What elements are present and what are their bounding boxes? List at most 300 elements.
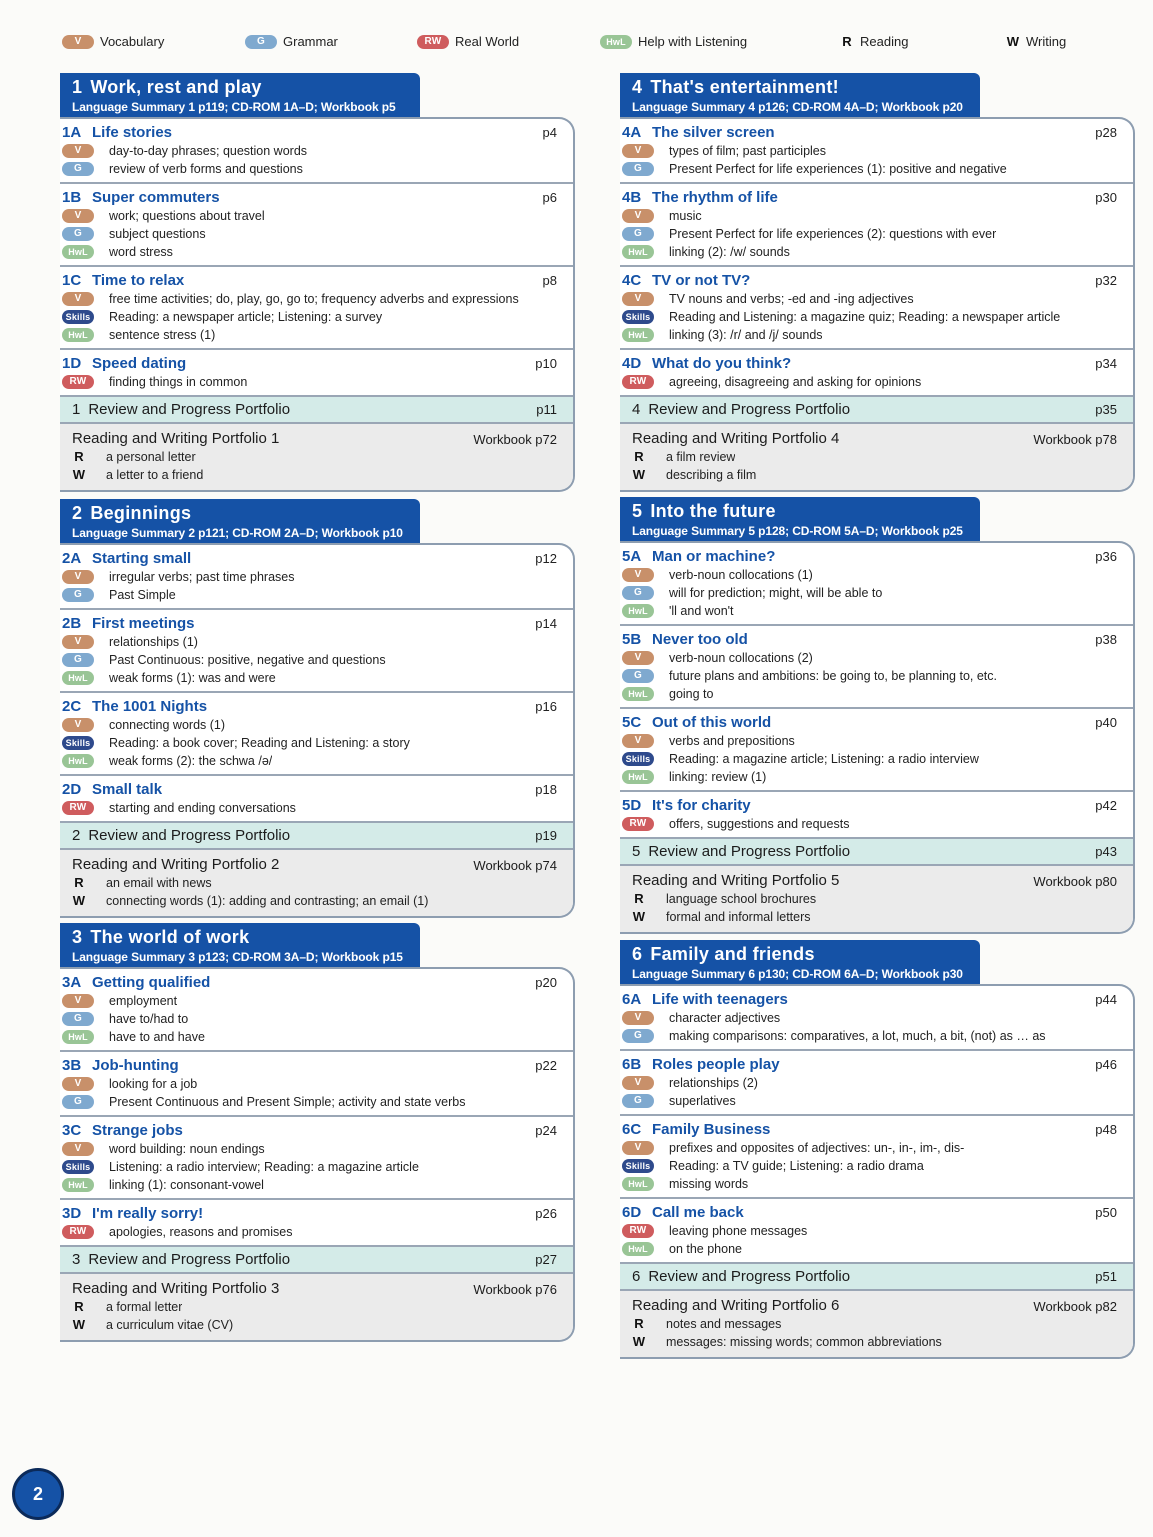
real-world-tag-icon: RW bbox=[622, 817, 654, 831]
unit-summary: Language Summary 4 p126; CD-ROM 4A–D; Workbook p20 bbox=[632, 100, 963, 114]
lesson-row bbox=[622, 1074, 1133, 1092]
vocabulary-tag-icon: V bbox=[622, 1076, 654, 1090]
lesson-row bbox=[62, 160, 573, 178]
review-page-number: p51 bbox=[1095, 1269, 1117, 1284]
legend-help-with-listening bbox=[600, 34, 747, 49]
legend-label: Reading bbox=[860, 34, 909, 49]
portfolio-row bbox=[632, 466, 1133, 484]
review-label: Review and Progress Portfolio bbox=[648, 843, 851, 860]
legend-grammar bbox=[245, 34, 338, 49]
row-text: relationships (1) bbox=[109, 635, 198, 649]
lesson-page-number: p28 bbox=[1095, 125, 1117, 140]
row-text: Reading: a book cover; Reading and Listening: a story bbox=[109, 736, 410, 750]
portfolio-row bbox=[632, 1315, 1133, 1333]
lesson-title: Job-hunting bbox=[92, 1057, 179, 1074]
portfolio-page-number: Workbook p82 bbox=[1033, 1299, 1117, 1314]
lesson-1b bbox=[60, 184, 573, 267]
review-label: Review and Progress Portfolio bbox=[88, 401, 291, 418]
lesson-heading bbox=[62, 354, 573, 373]
grammar-tag-icon: G bbox=[622, 1094, 654, 1108]
lesson-row bbox=[622, 602, 1133, 620]
reading-tag-icon: R bbox=[74, 875, 84, 890]
review-progress-portfolio bbox=[620, 1264, 1133, 1291]
grammar-tag-icon: G bbox=[622, 1029, 654, 1043]
lesson-row bbox=[62, 633, 573, 651]
unit-title bbox=[632, 501, 968, 522]
row-text: a letter to a friend bbox=[106, 468, 204, 482]
real-world-tag-icon: RW bbox=[622, 1224, 654, 1238]
review-number: 1 bbox=[72, 401, 81, 418]
unit-title-text: The world of work bbox=[90, 927, 250, 947]
lesson-row bbox=[622, 1139, 1133, 1157]
lesson-5c bbox=[620, 709, 1133, 792]
lesson-title: Out of this world bbox=[652, 714, 772, 731]
row-text: superlatives bbox=[669, 1094, 736, 1108]
portfolio-row bbox=[72, 466, 573, 484]
lesson-title: Call me back bbox=[652, 1204, 744, 1221]
row-text: describing a film bbox=[666, 468, 757, 482]
row-text: Reading and Listening: a magazine quiz; Reading: a newspaper article bbox=[669, 310, 1061, 324]
lesson-heading bbox=[622, 188, 1133, 207]
review-page-number: p27 bbox=[535, 1252, 557, 1267]
lesson-title: Time to relax bbox=[92, 272, 185, 289]
legend-vocabulary bbox=[62, 34, 164, 49]
reading-writing-portfolio bbox=[620, 1291, 1133, 1357]
lesson-page-number: p6 bbox=[542, 190, 557, 205]
help-with-listening-tag-icon: HwL bbox=[622, 245, 654, 259]
lesson-3c bbox=[60, 1117, 573, 1200]
lesson-row bbox=[62, 734, 573, 752]
review-progress-portfolio bbox=[60, 823, 573, 850]
row-text: notes and messages bbox=[666, 1317, 782, 1331]
lesson-code: 6C bbox=[622, 1121, 642, 1138]
unit-1 bbox=[60, 73, 575, 492]
review-page-number: p19 bbox=[535, 828, 557, 843]
review-progress-portfolio bbox=[620, 839, 1133, 866]
unit-number: 4 bbox=[632, 77, 643, 97]
vocabulary-tag-icon: V bbox=[62, 35, 94, 49]
lesson-title: Life stories bbox=[92, 124, 173, 141]
lesson-title: First meetings bbox=[92, 615, 195, 632]
lesson-heading bbox=[622, 713, 1133, 732]
row-text: language school brochures bbox=[666, 892, 817, 906]
vocabulary-tag-icon: V bbox=[622, 651, 654, 665]
lesson-row bbox=[622, 649, 1133, 667]
help-with-listening-tag-icon: HwL bbox=[62, 328, 94, 342]
lesson-row bbox=[62, 752, 573, 770]
lesson-heading bbox=[62, 1204, 573, 1223]
reading-writing-portfolio bbox=[620, 866, 1133, 932]
lesson-row bbox=[622, 142, 1133, 160]
unit-number: 3 bbox=[72, 927, 83, 947]
lesson-code: 2D bbox=[62, 781, 82, 798]
lesson-row bbox=[622, 1175, 1133, 1193]
review-label: Review and Progress Portfolio bbox=[648, 1268, 851, 1285]
row-text: Reading: a TV guide; Listening: a radio drama bbox=[669, 1159, 924, 1173]
lesson-page-number: p50 bbox=[1095, 1205, 1117, 1220]
row-text: offers, suggestions and requests bbox=[669, 817, 850, 831]
reading-writing-portfolio bbox=[60, 850, 573, 916]
vocabulary-tag-icon: V bbox=[62, 1142, 94, 1156]
lesson-row bbox=[62, 568, 573, 586]
row-text: missing words bbox=[669, 1177, 749, 1191]
lesson-heading bbox=[622, 123, 1133, 142]
lesson-page-number: p32 bbox=[1095, 273, 1117, 288]
legend-writing bbox=[1006, 34, 1066, 49]
lesson-page-number: p10 bbox=[535, 356, 557, 371]
lesson-page-number: p20 bbox=[535, 975, 557, 990]
unit-6 bbox=[620, 940, 1135, 1359]
lesson-code: 6B bbox=[622, 1056, 642, 1073]
lesson-title: Starting small bbox=[92, 550, 192, 567]
reading-tag-icon: R bbox=[634, 1316, 644, 1331]
vocabulary-tag-icon: V bbox=[62, 994, 94, 1008]
reading-tag-icon: R bbox=[842, 33, 852, 49]
unit-3 bbox=[60, 923, 575, 1342]
grammar-tag-icon: G bbox=[622, 669, 654, 683]
portfolio-row bbox=[632, 908, 1133, 926]
lesson-row bbox=[622, 1092, 1133, 1110]
lesson-row bbox=[622, 243, 1133, 261]
lesson-6b bbox=[620, 1051, 1133, 1116]
lesson-title: Strange jobs bbox=[92, 1122, 183, 1139]
lesson-heading bbox=[622, 271, 1133, 290]
skills-tag-icon: Skills bbox=[622, 752, 654, 766]
legend-label: Help with Listening bbox=[638, 34, 748, 49]
lesson-heading bbox=[622, 1203, 1133, 1222]
review-label: Review and Progress Portfolio bbox=[648, 401, 851, 418]
row-text: starting and ending conversations bbox=[109, 801, 296, 815]
vocabulary-tag-icon: V bbox=[622, 568, 654, 582]
review-progress-portfolio bbox=[620, 397, 1133, 424]
portfolio-row bbox=[632, 890, 1133, 908]
unit-4 bbox=[620, 73, 1135, 492]
row-text: irregular verbs; past time phrases bbox=[109, 570, 295, 584]
lesson-row bbox=[62, 142, 573, 160]
portfolio-row bbox=[632, 448, 1133, 466]
lesson-row bbox=[62, 586, 573, 604]
row-text: 'll and won't bbox=[669, 604, 734, 618]
lesson-row bbox=[622, 225, 1133, 243]
lesson-heading bbox=[622, 796, 1133, 815]
lesson-page-number: p42 bbox=[1095, 798, 1117, 813]
row-text: work; questions about travel bbox=[109, 209, 265, 223]
lesson-row bbox=[622, 373, 1133, 391]
lesson-code: 4B bbox=[622, 189, 642, 206]
row-text: character adjectives bbox=[669, 1011, 781, 1025]
row-text: have to/had to bbox=[109, 1012, 189, 1026]
grammar-tag-icon: G bbox=[62, 162, 94, 176]
lesson-title: I'm really sorry! bbox=[92, 1205, 204, 1222]
lesson-2b bbox=[60, 610, 573, 693]
row-text: Reading: a magazine article; Listening: a radio interview bbox=[669, 752, 979, 766]
row-text: Present Perfect for life experiences (2): questions with ever bbox=[669, 227, 997, 241]
row-text: apologies, reasons and promises bbox=[109, 1225, 293, 1239]
lesson-row bbox=[622, 207, 1133, 225]
row-text: word building: noun endings bbox=[109, 1142, 265, 1156]
lesson-5b bbox=[620, 626, 1133, 709]
lesson-page-number: p36 bbox=[1095, 549, 1117, 564]
reading-tag-icon: R bbox=[634, 449, 644, 464]
lesson-row bbox=[62, 1158, 573, 1176]
reading-tag-icon: R bbox=[634, 891, 644, 906]
review-label: Review and Progress Portfolio bbox=[88, 827, 291, 844]
grammar-tag-icon: G bbox=[622, 162, 654, 176]
row-text: messages: missing words; common abbreviations bbox=[666, 1335, 942, 1349]
portfolio-row bbox=[632, 1333, 1133, 1351]
portfolio-title: Reading and Writing Portfolio 4 bbox=[632, 429, 840, 447]
row-text: making comparisons: comparatives, a lot, much, a bit, (not) as … as bbox=[669, 1029, 1046, 1043]
unit-title bbox=[632, 944, 968, 965]
lesson-code: 3B bbox=[62, 1057, 82, 1074]
lesson-code: 6A bbox=[622, 991, 642, 1008]
lesson-6c bbox=[620, 1116, 1133, 1199]
unit-number: 6 bbox=[632, 944, 643, 964]
writing-tag-icon: W bbox=[72, 1317, 86, 1332]
help-with-listening-tag-icon: HwL bbox=[62, 754, 94, 768]
unit-summary: Language Summary 3 p123; CD-ROM 3A–D; Workbook p15 bbox=[72, 950, 403, 964]
review-progress-portfolio bbox=[60, 1247, 573, 1274]
help-with-listening-tag-icon: HwL bbox=[62, 1030, 94, 1044]
writing-tag-icon: W bbox=[1006, 33, 1020, 49]
lesson-page-number: p30 bbox=[1095, 190, 1117, 205]
unit-header bbox=[60, 923, 420, 969]
real-world-tag-icon: RW bbox=[622, 375, 654, 389]
portfolio-row bbox=[72, 448, 573, 466]
vocabulary-tag-icon: V bbox=[62, 292, 94, 306]
row-text: relationships (2) bbox=[669, 1076, 758, 1090]
help-with-listening-tag-icon: HwL bbox=[62, 1178, 94, 1192]
row-text: linking: review (1) bbox=[669, 770, 767, 784]
row-text: free time activities; do, play, go, go to; frequency adverbs and expressions bbox=[109, 292, 519, 306]
lesson-page-number: p48 bbox=[1095, 1122, 1117, 1137]
help-with-listening-tag-icon: HwL bbox=[622, 770, 654, 784]
unit-title bbox=[72, 503, 408, 524]
portfolio-page-number: Workbook p74 bbox=[473, 858, 557, 873]
row-text: Listening: a radio interview; Reading: a magazine article bbox=[109, 1160, 419, 1174]
unit-content-box bbox=[620, 117, 1135, 492]
skills-tag-icon: Skills bbox=[622, 310, 654, 324]
legend-reading bbox=[840, 34, 908, 49]
review-number: 6 bbox=[632, 1268, 641, 1285]
real-world-tag-icon: RW bbox=[62, 801, 94, 815]
lesson-title: Super commuters bbox=[92, 189, 220, 206]
lesson-page-number: p22 bbox=[535, 1058, 557, 1073]
grammar-tag-icon: G bbox=[622, 586, 654, 600]
unit-title-text: Beginnings bbox=[90, 503, 192, 523]
lesson-row bbox=[62, 1028, 573, 1046]
row-text: subject questions bbox=[109, 227, 206, 241]
row-text: sentence stress (1) bbox=[109, 328, 216, 342]
lesson-title: Small talk bbox=[92, 781, 163, 798]
lesson-row bbox=[622, 750, 1133, 768]
review-page-number: p11 bbox=[536, 402, 557, 417]
lesson-code: 2C bbox=[62, 698, 82, 715]
review-page-number: p43 bbox=[1095, 844, 1117, 859]
lesson-page-number: p40 bbox=[1095, 715, 1117, 730]
row-text: a formal letter bbox=[106, 1300, 183, 1314]
lesson-page-number: p38 bbox=[1095, 632, 1117, 647]
lesson-row bbox=[62, 716, 573, 734]
row-text: Past Simple bbox=[109, 588, 176, 602]
row-text: employment bbox=[109, 994, 178, 1008]
unit-header bbox=[620, 940, 980, 986]
legend-label: Real World bbox=[455, 34, 520, 49]
row-text: word stress bbox=[109, 245, 173, 259]
row-text: Present Perfect for life experiences (1): positive and negative bbox=[669, 162, 1007, 176]
row-text: connecting words (1): adding and contrasting; an email (1) bbox=[106, 894, 429, 908]
lesson-page-number: p16 bbox=[535, 699, 557, 714]
skills-tag-icon: Skills bbox=[622, 1159, 654, 1173]
lesson-row bbox=[62, 669, 573, 687]
row-text: weak forms (2): the schwa /ə/ bbox=[109, 754, 273, 768]
grammar-tag-icon: G bbox=[245, 35, 277, 49]
lesson-row bbox=[62, 1075, 573, 1093]
lesson-code: 5C bbox=[622, 714, 642, 731]
lesson-row bbox=[62, 1010, 573, 1028]
lesson-row bbox=[622, 584, 1133, 602]
row-text: weak forms (1): was and were bbox=[109, 671, 276, 685]
row-text: linking (1): consonant-vowel bbox=[109, 1178, 264, 1192]
lesson-title: Speed dating bbox=[92, 355, 187, 372]
row-text: finding things in common bbox=[109, 375, 248, 389]
lesson-heading bbox=[622, 1055, 1133, 1074]
lesson-page-number: p24 bbox=[535, 1123, 557, 1138]
unit-5 bbox=[620, 497, 1135, 934]
legend bbox=[62, 34, 1102, 50]
lesson-title: Family Business bbox=[652, 1121, 771, 1138]
lesson-3a bbox=[60, 969, 573, 1052]
lesson-page-number: p46 bbox=[1095, 1057, 1117, 1072]
grammar-tag-icon: G bbox=[62, 1012, 94, 1026]
vocabulary-tag-icon: V bbox=[62, 570, 94, 584]
portfolio-page-number: Workbook p72 bbox=[473, 432, 557, 447]
row-text: music bbox=[669, 209, 702, 223]
row-text: linking (3): /r/ and /j/ sounds bbox=[669, 328, 823, 342]
lesson-code: 1A bbox=[62, 124, 82, 141]
legend-label: Writing bbox=[1026, 34, 1067, 49]
lesson-heading bbox=[622, 547, 1133, 566]
real-world-tag-icon: RW bbox=[417, 35, 449, 49]
lesson-code: 1D bbox=[62, 355, 82, 372]
help-with-listening-tag-icon: HwL bbox=[62, 671, 94, 685]
lesson-5d bbox=[620, 792, 1133, 839]
lesson-code: 4A bbox=[622, 124, 642, 141]
unit-2 bbox=[60, 499, 575, 918]
real-world-tag-icon: RW bbox=[62, 1225, 94, 1239]
lesson-code: 1B bbox=[62, 189, 82, 206]
grammar-tag-icon: G bbox=[62, 227, 94, 241]
unit-title-text: Work, rest and play bbox=[90, 77, 262, 97]
lesson-title: Never too old bbox=[652, 631, 748, 648]
help-with-listening-tag-icon: HwL bbox=[622, 1177, 654, 1191]
lesson-page-number: p44 bbox=[1095, 992, 1117, 1007]
lesson-1c bbox=[60, 267, 573, 350]
unit-title bbox=[72, 77, 408, 98]
vocabulary-tag-icon: V bbox=[62, 635, 94, 649]
row-text: a personal letter bbox=[106, 450, 196, 464]
writing-tag-icon: W bbox=[632, 909, 646, 924]
row-text: will for prediction; might, will be able to bbox=[669, 586, 883, 600]
unit-header bbox=[60, 73, 420, 119]
row-text: an email with news bbox=[106, 876, 212, 890]
lesson-page-number: p26 bbox=[535, 1206, 557, 1221]
row-text: formal and informal letters bbox=[666, 910, 811, 924]
lesson-heading bbox=[62, 1056, 573, 1075]
lesson-title: Roles people play bbox=[652, 1056, 780, 1073]
help-with-listening-tag-icon: HwL bbox=[622, 1242, 654, 1256]
lesson-6d bbox=[620, 1199, 1133, 1264]
review-page-number: p35 bbox=[1095, 402, 1117, 417]
lesson-code: 6D bbox=[622, 1204, 642, 1221]
lesson-heading bbox=[62, 123, 573, 142]
lesson-page-number: p12 bbox=[535, 551, 557, 566]
portfolio-row bbox=[72, 1298, 573, 1316]
unit-number: 2 bbox=[72, 503, 83, 523]
lesson-code: 1C bbox=[62, 272, 82, 289]
row-text: future plans and ambitions: be going to, be planning to, etc. bbox=[669, 669, 998, 683]
review-number: 4 bbox=[632, 401, 641, 418]
row-text: on the phone bbox=[669, 1242, 742, 1256]
row-text: agreeing, disagreeing and asking for opinions bbox=[669, 375, 922, 389]
grammar-tag-icon: G bbox=[62, 653, 94, 667]
lesson-heading bbox=[622, 1120, 1133, 1139]
lesson-3b bbox=[60, 1052, 573, 1117]
lesson-row bbox=[622, 326, 1133, 344]
lesson-6a bbox=[620, 986, 1133, 1051]
vocabulary-tag-icon: V bbox=[62, 718, 94, 732]
vocabulary-tag-icon: V bbox=[622, 209, 654, 223]
reading-tag-icon: R bbox=[74, 449, 84, 464]
lesson-row bbox=[622, 815, 1133, 833]
lesson-row bbox=[622, 1027, 1133, 1045]
row-text: verb-noun collocations (2) bbox=[669, 651, 813, 665]
lesson-row bbox=[622, 732, 1133, 750]
lesson-heading bbox=[62, 697, 573, 716]
real-world-tag-icon: RW bbox=[62, 375, 94, 389]
grammar-tag-icon: G bbox=[62, 588, 94, 602]
lesson-heading bbox=[62, 549, 573, 568]
portfolio-page-number: Workbook p76 bbox=[473, 1282, 557, 1297]
help-with-listening-tag-icon: HwL bbox=[600, 35, 632, 49]
unit-content-box bbox=[620, 541, 1135, 934]
portfolio-row bbox=[72, 874, 573, 892]
vocabulary-tag-icon: V bbox=[622, 292, 654, 306]
unit-summary: Language Summary 5 p128; CD-ROM 5A–D; Workbook p25 bbox=[632, 524, 963, 538]
row-text: TV nouns and verbs; -ed and -ing adjectives bbox=[669, 292, 914, 306]
unit-content-box bbox=[60, 543, 575, 918]
lesson-4a bbox=[620, 119, 1133, 184]
lesson-code: 4C bbox=[622, 272, 642, 289]
reading-tag-icon: R bbox=[74, 1299, 84, 1314]
portfolio-page-number: Workbook p78 bbox=[1033, 432, 1117, 447]
lesson-code: 3D bbox=[62, 1205, 82, 1222]
lesson-row bbox=[622, 1157, 1133, 1175]
row-text: review of verb forms and questions bbox=[109, 162, 303, 176]
row-text: day-to-day phrases; question words bbox=[109, 144, 308, 158]
lesson-row bbox=[622, 160, 1133, 178]
grammar-tag-icon: G bbox=[622, 227, 654, 241]
lesson-title: TV or not TV? bbox=[652, 272, 751, 289]
vocabulary-tag-icon: V bbox=[622, 1011, 654, 1025]
row-text: a film review bbox=[666, 450, 736, 464]
help-with-listening-tag-icon: HwL bbox=[622, 328, 654, 342]
lesson-row bbox=[622, 566, 1133, 584]
row-text: looking for a job bbox=[109, 1077, 198, 1091]
vocabulary-tag-icon: V bbox=[622, 1141, 654, 1155]
lesson-code: 5A bbox=[622, 548, 642, 565]
lesson-4b bbox=[620, 184, 1133, 267]
